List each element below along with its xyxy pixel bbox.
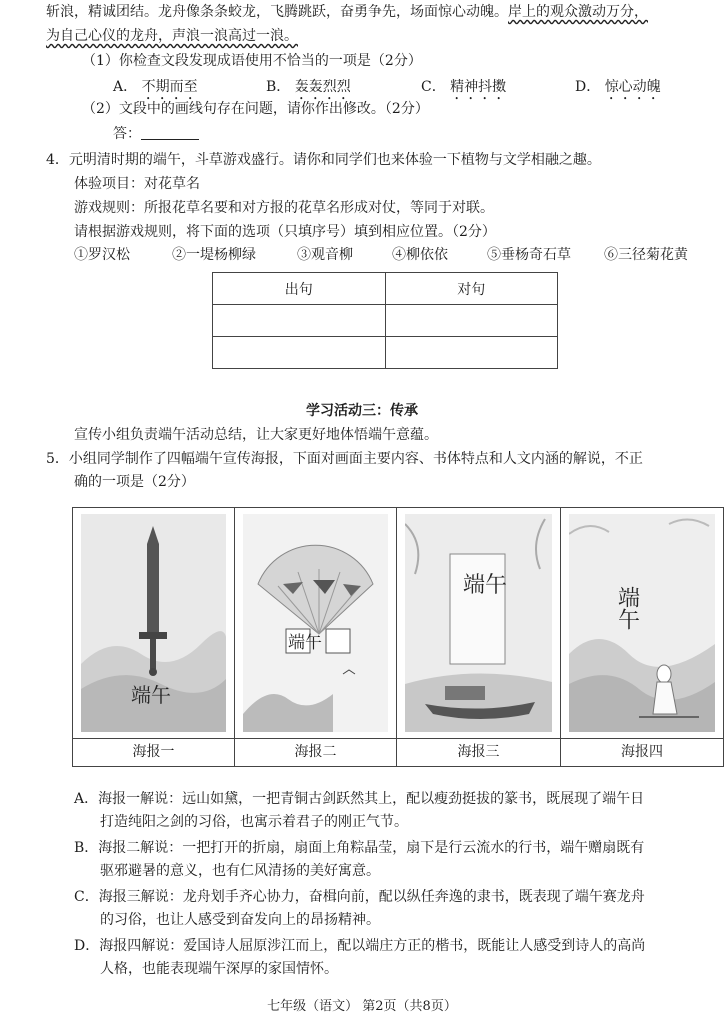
q4-item-6: ⑥三径菊花黄 (604, 247, 688, 263)
q5-option-b-cont (100, 861, 380, 881)
option-text: 人格，也能表现端午深厚的家国情怀。 (100, 961, 338, 977)
q4-item-3: ③观音柳 (297, 247, 353, 263)
q5-stem-2 (74, 472, 195, 492)
poster-3-label: 海报三 (397, 738, 561, 766)
q4-stem-text: 4．元明清时期的端午，斗草游戏盛行。请你和同学们也来体验一下植物与文学相融之趣。 (46, 152, 601, 168)
poster-2-calligraphy: 端午 (288, 633, 322, 653)
q4-item-4: ④柳依依 (392, 247, 448, 263)
answer-label: 答： (113, 126, 141, 142)
header-second-line: 对句 (385, 273, 558, 305)
poster-1-calligraphy: 端午 (131, 683, 171, 707)
poster-4-label: 海报四 (561, 738, 723, 766)
q5-option-d-cont (100, 959, 338, 979)
q4-project-text: 体验项目：对花草名 (74, 176, 200, 192)
q4-stem (46, 150, 601, 170)
answer-cell[interactable] (385, 337, 558, 369)
poster-1-cell (73, 508, 235, 738)
dragon-boat-poster-art (405, 514, 552, 732)
option-letter: A． (74, 791, 99, 807)
poster-2-image (243, 514, 388, 732)
couplet-table (212, 272, 558, 369)
table-row (213, 337, 558, 369)
q4-item-1: ①罗汉松 (74, 247, 130, 263)
option-letter: D． (575, 79, 601, 95)
q5-option-a (74, 789, 644, 809)
q4-rules-text: 游戏规则：所报花草名要和对方报的花草名形成对仗，等同于对联。 (74, 200, 494, 216)
q5-option-b (74, 838, 644, 858)
q3-answer-line (113, 124, 199, 144)
passage-line-2 (46, 26, 298, 46)
q5-option-c-cont (100, 910, 380, 930)
q4-item-5: ⑤垂杨奇石草 (487, 247, 571, 263)
fan-poster-art (243, 514, 388, 732)
page-footer: 七年级（语文） 第2页（共8页） (267, 999, 457, 1014)
q4-rules (74, 198, 494, 218)
q4-project (74, 174, 200, 194)
sword-poster-art (81, 514, 226, 732)
poster-1-label: 海报一 (73, 738, 235, 766)
option-letter: B． (266, 79, 291, 95)
option-text: 驱邪避暑的意义，也有仁风清扬的美好寓意。 (100, 863, 380, 879)
option-text: 不期而至 (141, 79, 198, 95)
poster-3-calligraphy: 端午 (463, 573, 508, 598)
answer-blank[interactable] (141, 125, 199, 140)
option-letter: B． (74, 840, 99, 856)
table-row (213, 305, 558, 337)
q5-option-a-cont (100, 812, 408, 832)
poster-3-image (405, 514, 552, 732)
q5-stem-text: 5．小组同学制作了四幅端午宣传海报，下面对画面主要内容、书体特点和人文内涵的解说，不正 (46, 451, 643, 467)
option-text: 海报二解说：一把打开的折扇，扇面上角粽晶莹，扇下是行云流水的行书，端午赠扇既有 (98, 840, 645, 856)
q3-sub2-stem (82, 99, 429, 119)
option-letter: A． (113, 79, 138, 95)
table-header-row (213, 273, 558, 305)
option-text: 轰轰烈烈 (294, 79, 351, 95)
underlined-sentence-part-2: 为自己心仪的龙舟，声浪一浪高过一浪。 (46, 28, 298, 44)
option-text: 海报一解说：远山如黛，一把青铜古剑跃然其上，配以瘦劲挺拔的篆书，既展现了端午日 (98, 791, 645, 807)
activity-3-title (0, 401, 724, 421)
option-text: 海报四解说：爱国诗人屈原涉江而上，配以端庄方正的楷书，既能让人感受到诗人的高尚 (99, 938, 646, 954)
q5-option-d (74, 936, 645, 956)
q3-option-c (421, 76, 506, 103)
qu-yuan-poster-art (569, 514, 715, 732)
q5-option-c (74, 887, 645, 907)
header-first-line: 出句 (213, 273, 386, 305)
poster-table (72, 507, 724, 767)
option-text: 的习俗，也让人感受到奋发向上的昂扬精神。 (100, 912, 380, 928)
activity-3-intro (74, 425, 438, 445)
passage-line-1 (46, 2, 648, 22)
q5-stem-1 (46, 449, 643, 469)
q4-instruction-text: 请根据游戏规则，将下面的选项（只填序号）填到相应位置。（2分） (74, 224, 496, 240)
option-text: 海报三解说：龙舟划手齐心协力，奋楫向前，配以纵任奔逸的隶书，既表现了端午赛龙舟 (98, 889, 645, 905)
passage-text: 斩浪，精诚团结。龙舟像条条蛟龙，飞腾跳跃，奋勇争先，场面惊心动魄。 (46, 4, 508, 20)
answer-cell[interactable] (213, 337, 386, 369)
answer-cell[interactable] (213, 305, 386, 337)
poster-2-label: 海报二 (235, 738, 397, 766)
activity-intro-text: 宣传小组负责端午活动总结，让大家更好地体悟端午意蕴。 (74, 427, 438, 443)
q3-sub1-stem (82, 51, 422, 71)
underlined-sentence-part-1: 岸上的观众激动万分， (508, 4, 648, 20)
activity-title-text: 学习活动三：传承 (306, 403, 418, 419)
option-letter: D． (74, 938, 100, 954)
poster-3-cell (397, 508, 561, 738)
poster-4-image (569, 514, 715, 732)
poster-2-cell (235, 508, 397, 738)
poster-4-calligraphy: 端午 (614, 586, 640, 630)
q4-instruction (74, 222, 496, 242)
q3-option-d (575, 76, 661, 103)
poster-4-cell (561, 508, 724, 738)
option-letter: C． (74, 889, 99, 905)
option-text: 精神抖擞 (450, 79, 507, 95)
option-text: 惊心动魄 (604, 79, 661, 95)
q3-sub2-text: （2）文段中的画线句存在问题，请你作出修改。（2分） (82, 101, 429, 117)
poster-1-image (81, 514, 226, 732)
q5-stem-text: 确的一项是（2分） (74, 474, 195, 490)
q4-item-2: ②一堤杨柳绿 (172, 247, 256, 263)
option-text: 打造纯阳之剑的习俗，也寓示着君子的刚正气节。 (100, 814, 408, 830)
q3-sub1-text: （1）你检查文段发现成语使用不恰当的一项是（2分） (82, 53, 422, 69)
answer-cell[interactable] (385, 305, 558, 337)
option-letter: C． (421, 79, 446, 95)
